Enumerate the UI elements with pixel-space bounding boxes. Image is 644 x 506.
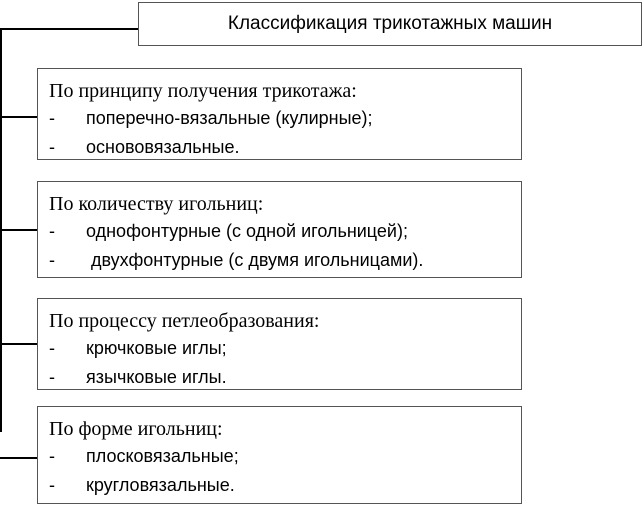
branch-connector-line-2 [0,229,37,231]
category-list-item [49,133,521,160]
title-connector-line [0,28,138,30]
category-list-item [49,363,521,390]
branch-connector-line-1 [0,116,37,118]
category-heading: По форме игольниц: [49,418,223,440]
list-item-dash: - [49,108,55,128]
category-box-needle-bed-shape [37,406,522,504]
category-box-needle-beds-count [37,181,522,278]
category-heading: По принципу получения трикотажа: [49,80,357,102]
list-item-dash: - [49,338,55,358]
list-item-text: кругловязальные. [86,475,235,495]
list-item-dash: - [49,221,55,241]
category-list-item [49,442,521,471]
category-list-item [49,217,521,246]
list-item-text: язычковые иглы. [86,367,227,387]
category-list-item [49,334,521,363]
branch-connector-line-4 [0,457,37,459]
list-item-text: двухфонтурные (с двумя игольницами). [86,250,424,270]
list-item-dash: - [49,137,55,157]
list-item-text: однофонтурные (с одной игольницей); [86,221,408,241]
list-item-text: крючковые иглы; [86,338,227,358]
category-list-item [49,246,521,275]
list-item-text: поперечно-вязальные (кулирные); [86,108,373,128]
diagram-title: Классификация трикотажных машин [227,13,553,34]
list-item-dash: - [49,250,55,270]
category-list-item [49,471,521,500]
list-item-text: основовязальные. [86,137,240,157]
category-heading: По количеству игольниц: [49,193,264,215]
branch-connector-line-3 [0,343,37,345]
category-box-loop-formation [37,298,522,390]
list-item-dash: - [49,367,55,387]
category-heading: По процессу петлеобразования: [49,310,320,332]
list-item-dash: - [49,446,55,466]
category-list-item [49,104,521,133]
classification-title-box [138,2,642,46]
category-box-production-principle [37,68,522,160]
list-item-dash: - [49,475,55,495]
list-item-text: плосковязальные; [86,446,239,466]
